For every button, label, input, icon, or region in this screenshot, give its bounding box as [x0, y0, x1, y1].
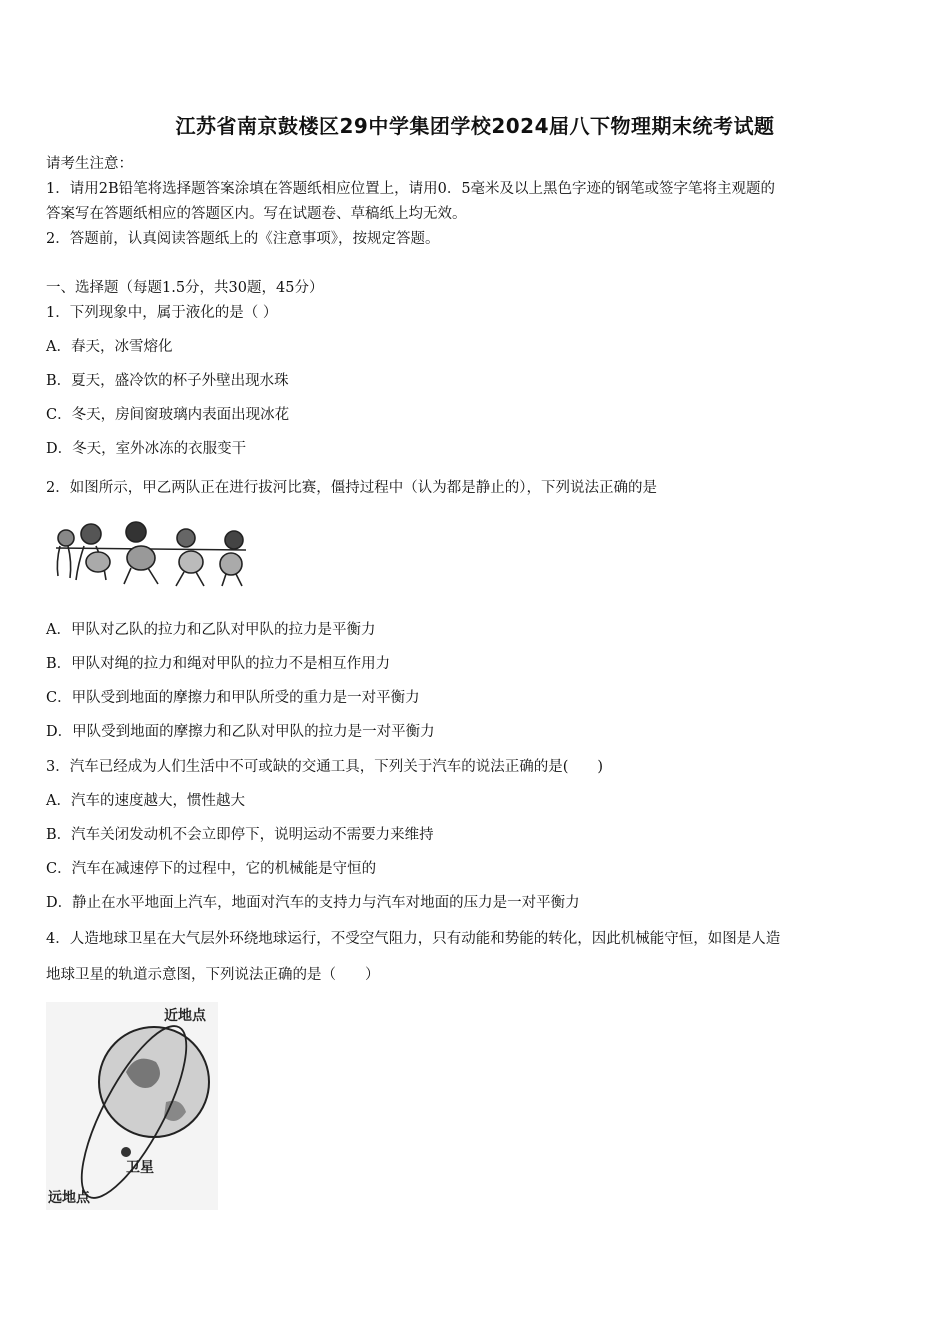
- notice-line-1b: 答案写在答题纸相应的答题区内。写在试题卷、草稿纸上均无效。: [46, 206, 467, 222]
- section-heading: 一、选择题（每题1.5分，共30题，45分）: [46, 280, 324, 296]
- question-2-option-a: A．甲队对乙队的拉力和乙队对甲队的拉力是平衡力: [46, 622, 376, 638]
- question-3-option-a: A．汽车的速度越大，惯性越大: [46, 793, 245, 809]
- question-2-option-b: B．甲队对绳的拉力和绳对甲队的拉力不是相互作用力: [46, 656, 391, 672]
- page-title: 江苏省南京鼓楼区29中学集团学校2024届八下物理期末统考试题: [175, 114, 775, 138]
- near-point-label: 近地点: [164, 1008, 206, 1024]
- tug-of-war-figure: [46, 518, 256, 590]
- question-3-stem: 3．汽车已经成为人们生活中不可或缺的交通工具，下列关于汽车的说法正确的是( ): [46, 759, 604, 775]
- question-1-stem: 1．下列现象中，属于液化的是（ ）: [46, 305, 278, 321]
- satellite-label: 卫星: [126, 1160, 154, 1176]
- question-1-option-a: A．春天，冰雪熔化: [46, 339, 173, 355]
- question-2-option-d: D．甲队受到地面的摩擦力和乙队对甲队的拉力是一对平衡力: [46, 724, 435, 740]
- notice-line-2: 2．答题前，认真阅读答题纸上的《注意事项》，按规定答题。: [46, 231, 440, 247]
- question-2-option-c: C．甲队受到地面的摩擦力和甲队所受的重力是一对平衡力: [46, 690, 420, 706]
- question-3-option-b: B．汽车关闭发动机不会立即停下，说明运动不需要力来维持: [46, 827, 434, 843]
- question-4-stem: 4．人造地球卫星在大气层外环绕地球运行，不受空气阻力，只有动能和势能的转化，因此机械能守恒，如图是人造: [46, 931, 781, 947]
- question-1-option-c: C．冬天，房间窗玻璃内表面出现冰花: [46, 407, 290, 423]
- question-3-option-c: C．汽车在减速停下的过程中，它的机械能是守恒的: [46, 861, 377, 877]
- question-1-option-b: B．夏天，盛冷饮的杯子外壁出现水珠: [46, 373, 289, 389]
- question-2-stem: 2．如图所示，甲乙两队正在进行拔河比赛，僵持过程中（认为都是静止的），下列说法正确的是: [46, 480, 657, 496]
- satellite-orbit-figure: [46, 1002, 218, 1210]
- notice-line-1: 1．请用2B铅笔将选择题答案涂填在答题纸相应位置上，请用0．5毫米及以上黑色字迹的钢笔或签字笔将主观题的: [46, 181, 776, 197]
- far-point-label: 远地点: [48, 1190, 90, 1206]
- notice-heading: 请考生注意：: [46, 156, 133, 172]
- question-3-option-d: D．静止在水平地面上汽车，地面对汽车的支持力与汽车对地面的压力是一对平衡力: [46, 895, 580, 911]
- question-1-option-d: D．冬天，室外冰冻的衣服变干: [46, 441, 247, 457]
- question-4-stem-cont: 地球卫星的轨道示意图，下列说法正确的是（ ）: [46, 967, 380, 983]
